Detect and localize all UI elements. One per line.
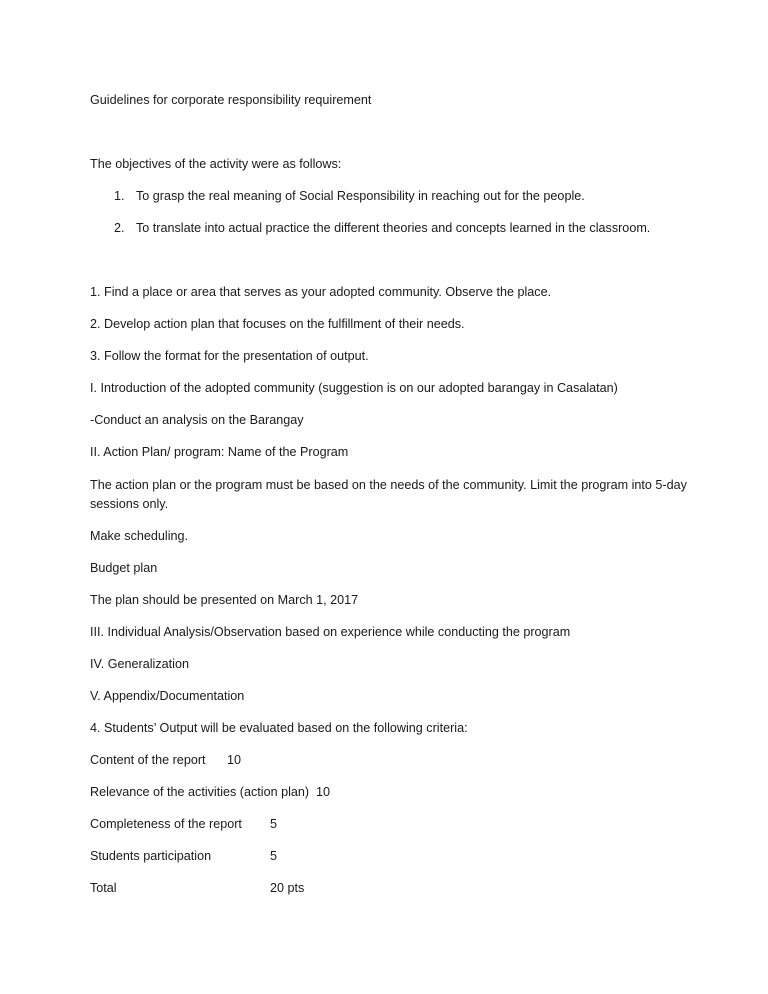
step-1: 1. Find a place or area that serves as your adopted community. Observe the place. <box>90 285 552 299</box>
criteria-label: Content of the report <box>90 753 206 767</box>
objectives-intro: The objectives of the activity were as follows: <box>90 157 342 171</box>
format-action-plan-description: The action plan or the program must be based on the needs of the community. Limit the program into 5-day sessions only. <box>90 478 687 511</box>
objective-text: To grasp the real meaning of Social Responsibility in reaching out for the people. <box>136 189 585 203</box>
criteria-value: 5 <box>270 817 278 831</box>
criteria-value: 10 <box>316 785 331 799</box>
format-budget: Budget plan <box>90 561 158 575</box>
objective-text: To translate into actual practice the different theories and concepts learned in the classroom. <box>136 221 651 235</box>
criteria-value: 10 <box>227 753 242 767</box>
criteria-label: Total <box>90 881 117 895</box>
format-action-plan: II. Action Plan/ program: Name of the Program <box>90 445 349 459</box>
format-analysis: -Conduct an analysis on the Barangay <box>90 413 304 427</box>
format-individual-analysis: III. Individual Analysis/Observation based on experience while conducting the program <box>90 625 571 639</box>
criteria-value: 20 pts <box>270 881 305 895</box>
format-generalization: IV. Generalization <box>90 657 189 671</box>
step-3: 3. Follow the format for the presentation of output. <box>90 349 369 363</box>
document-title: Guidelines for corporate responsibility requirement <box>90 93 372 107</box>
criteria-value: 5 <box>270 849 278 863</box>
format-appendix: V. Appendix/Documentation <box>90 689 245 703</box>
format-introduction: I. Introduction of the adopted community (suggestion is on our adopted barangay in Casalatan) <box>90 381 618 395</box>
criteria-intro: 4. Students’ Output will be evaluated based on the following criteria: <box>90 721 468 735</box>
objective-number: 1. <box>114 189 125 203</box>
criteria-label: Relevance of the activities (action plan) <box>90 785 310 799</box>
step-2: 2. Develop action plan that focuses on the fulfillment of their needs. <box>90 317 465 331</box>
criteria-label: Students participation <box>90 849 212 863</box>
objective-number: 2. <box>114 221 125 235</box>
format-scheduling: Make scheduling. <box>90 529 189 543</box>
criteria-label: Completeness of the report <box>90 817 242 831</box>
format-presentation-date: The plan should be presented on March 1, 2017 <box>90 593 359 607</box>
